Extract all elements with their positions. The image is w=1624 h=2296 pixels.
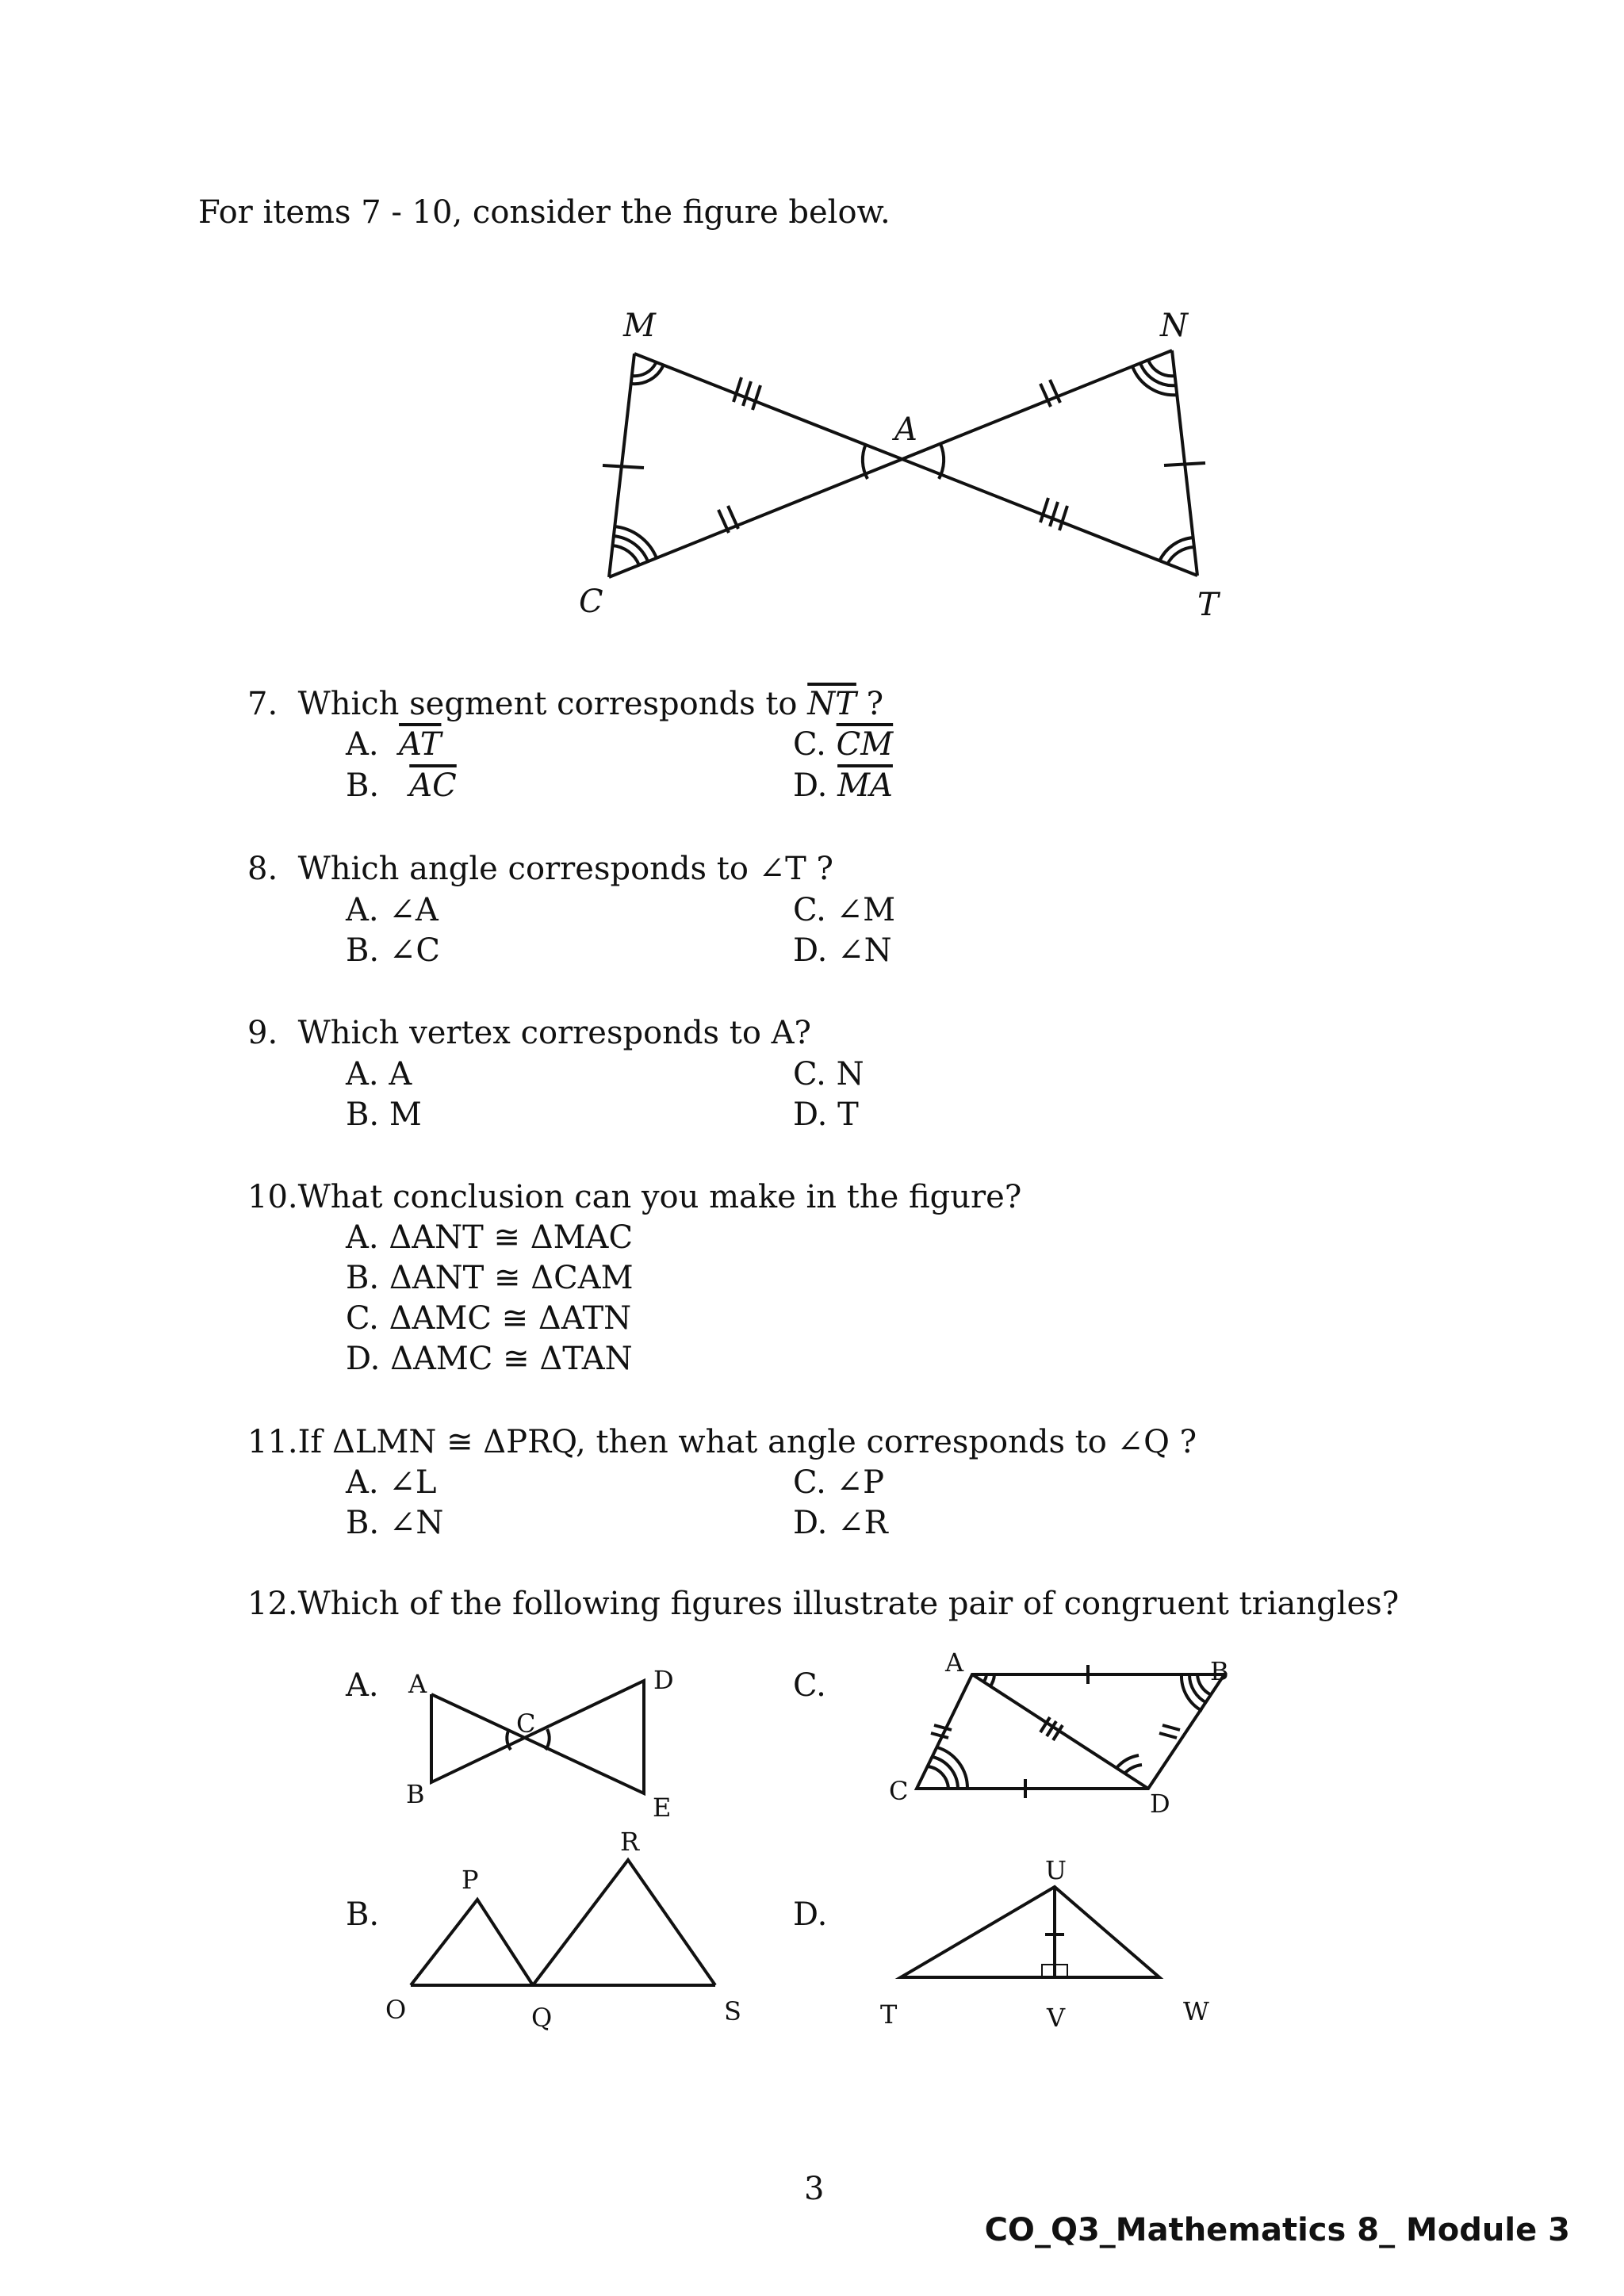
- q11-number: 11.: [247, 1424, 298, 1460]
- q8-option-a[interactable]: A. ∠A: [346, 892, 439, 928]
- intro-text: For items 7 - 10, consider the figure below.: [198, 194, 891, 231]
- fig-b-label-R: R: [620, 1827, 640, 1857]
- label-M: M: [623, 308, 656, 344]
- q8-option-d[interactable]: D. ∠N: [793, 932, 892, 969]
- q10-option-d[interactable]: D. ΔAMC ≅ ΔTAN: [346, 1341, 633, 1377]
- fig-b-label-O: O: [385, 1995, 407, 2025]
- fig-a-label-D: D: [653, 1665, 674, 1695]
- q9-option-b[interactable]: B. M: [346, 1096, 422, 1133]
- q9-option-d[interactable]: D. T: [793, 1096, 859, 1133]
- q10-option-a[interactable]: A. ΔANT ≅ ΔMAC: [346, 1219, 634, 1256]
- q12-option-a[interactable]: A.: [346, 1667, 379, 1704]
- fig-a-label-B: B: [406, 1779, 425, 1809]
- q10-option-c[interactable]: C. ΔAMC ≅ ΔATN: [346, 1300, 632, 1337]
- q10-number: 10.: [247, 1179, 298, 1215]
- q9-option-c[interactable]: C. N: [793, 1056, 864, 1093]
- fig-d-label-W: W: [1183, 1996, 1209, 2026]
- q12-text: Which of the following figures illustrate pair of congruent triangles?: [297, 1586, 1400, 1622]
- fig-b-label-S: S: [724, 1996, 741, 2026]
- fig-d-label-V: V: [1047, 2003, 1066, 2033]
- label-T: T: [1197, 587, 1219, 623]
- q11-option-a[interactable]: A. ∠L: [346, 1464, 437, 1501]
- fig-c-label-C: C: [889, 1776, 909, 1806]
- fig-a-label-C: C: [516, 1709, 536, 1739]
- fig-b-label-P: P: [462, 1865, 479, 1895]
- q10-text: What conclusion can you make in the figure?: [297, 1179, 1022, 1215]
- page-number: 3: [804, 2171, 825, 2207]
- q7-segment: $\overline{NT}$: [807, 686, 856, 722]
- q9-number: 9.: [247, 1015, 278, 1051]
- q7-option-d[interactable]: D. $\overline{MA}$: [793, 767, 893, 804]
- fig-c-label-B: B: [1210, 1656, 1229, 1686]
- fig-c-label-D: D: [1150, 1789, 1170, 1819]
- q7-post: ?: [856, 686, 884, 722]
- q7-option-b[interactable]: B. $\overline{AC}$: [346, 767, 457, 804]
- footer-module-code: CO_Q3_Mathematics 8_ Module 3: [984, 2212, 1570, 2248]
- q8-option-c[interactable]: C. ∠M: [793, 892, 896, 928]
- label-C: C: [579, 584, 603, 620]
- q11-option-d[interactable]: D. ∠R: [793, 1505, 888, 1541]
- q11-option-b[interactable]: B. ∠N: [346, 1505, 444, 1541]
- q12-option-b[interactable]: B.: [346, 1896, 380, 1933]
- q9-text: Which vertex corresponds to A?: [297, 1015, 811, 1051]
- fig-d-label-T: T: [880, 1999, 898, 2030]
- q10-option-b[interactable]: B. ΔANT ≅ ΔCAM: [346, 1260, 634, 1296]
- fig-c-label-A: A: [945, 1647, 964, 1678]
- q11-text: If ΔLMN ≅ ΔPRQ, then what angle corresponds to ∠Q ?: [297, 1424, 1197, 1460]
- q7-option-c[interactable]: C. $\overline{CM}$: [793, 726, 894, 763]
- q7-option-a[interactable]: A. $\overline{AT}$: [346, 726, 442, 763]
- q9-option-a[interactable]: A. A: [346, 1056, 412, 1093]
- q7-number: 7.: [247, 686, 278, 722]
- fig-d-label-U: U: [1045, 1855, 1067, 1885]
- label-N: N: [1160, 308, 1188, 344]
- label-A: A: [894, 411, 917, 448]
- q12-option-d[interactable]: D.: [793, 1896, 828, 1933]
- q12-number: 12.: [247, 1586, 298, 1622]
- q8-number: 8.: [247, 851, 278, 887]
- q12-option-c[interactable]: C.: [793, 1667, 826, 1704]
- fig-a-label-A: A: [408, 1669, 427, 1699]
- q8-text: Which angle corresponds to ∠T ?: [297, 851, 833, 887]
- fig-a-label-E: E: [653, 1793, 672, 1823]
- q7-text: Which segment corresponds to: [297, 686, 808, 722]
- q11-option-c[interactable]: C. ∠P: [793, 1464, 885, 1501]
- fig-b-label-Q: Q: [531, 2003, 553, 2033]
- q8-option-b[interactable]: B. ∠C: [346, 932, 440, 969]
